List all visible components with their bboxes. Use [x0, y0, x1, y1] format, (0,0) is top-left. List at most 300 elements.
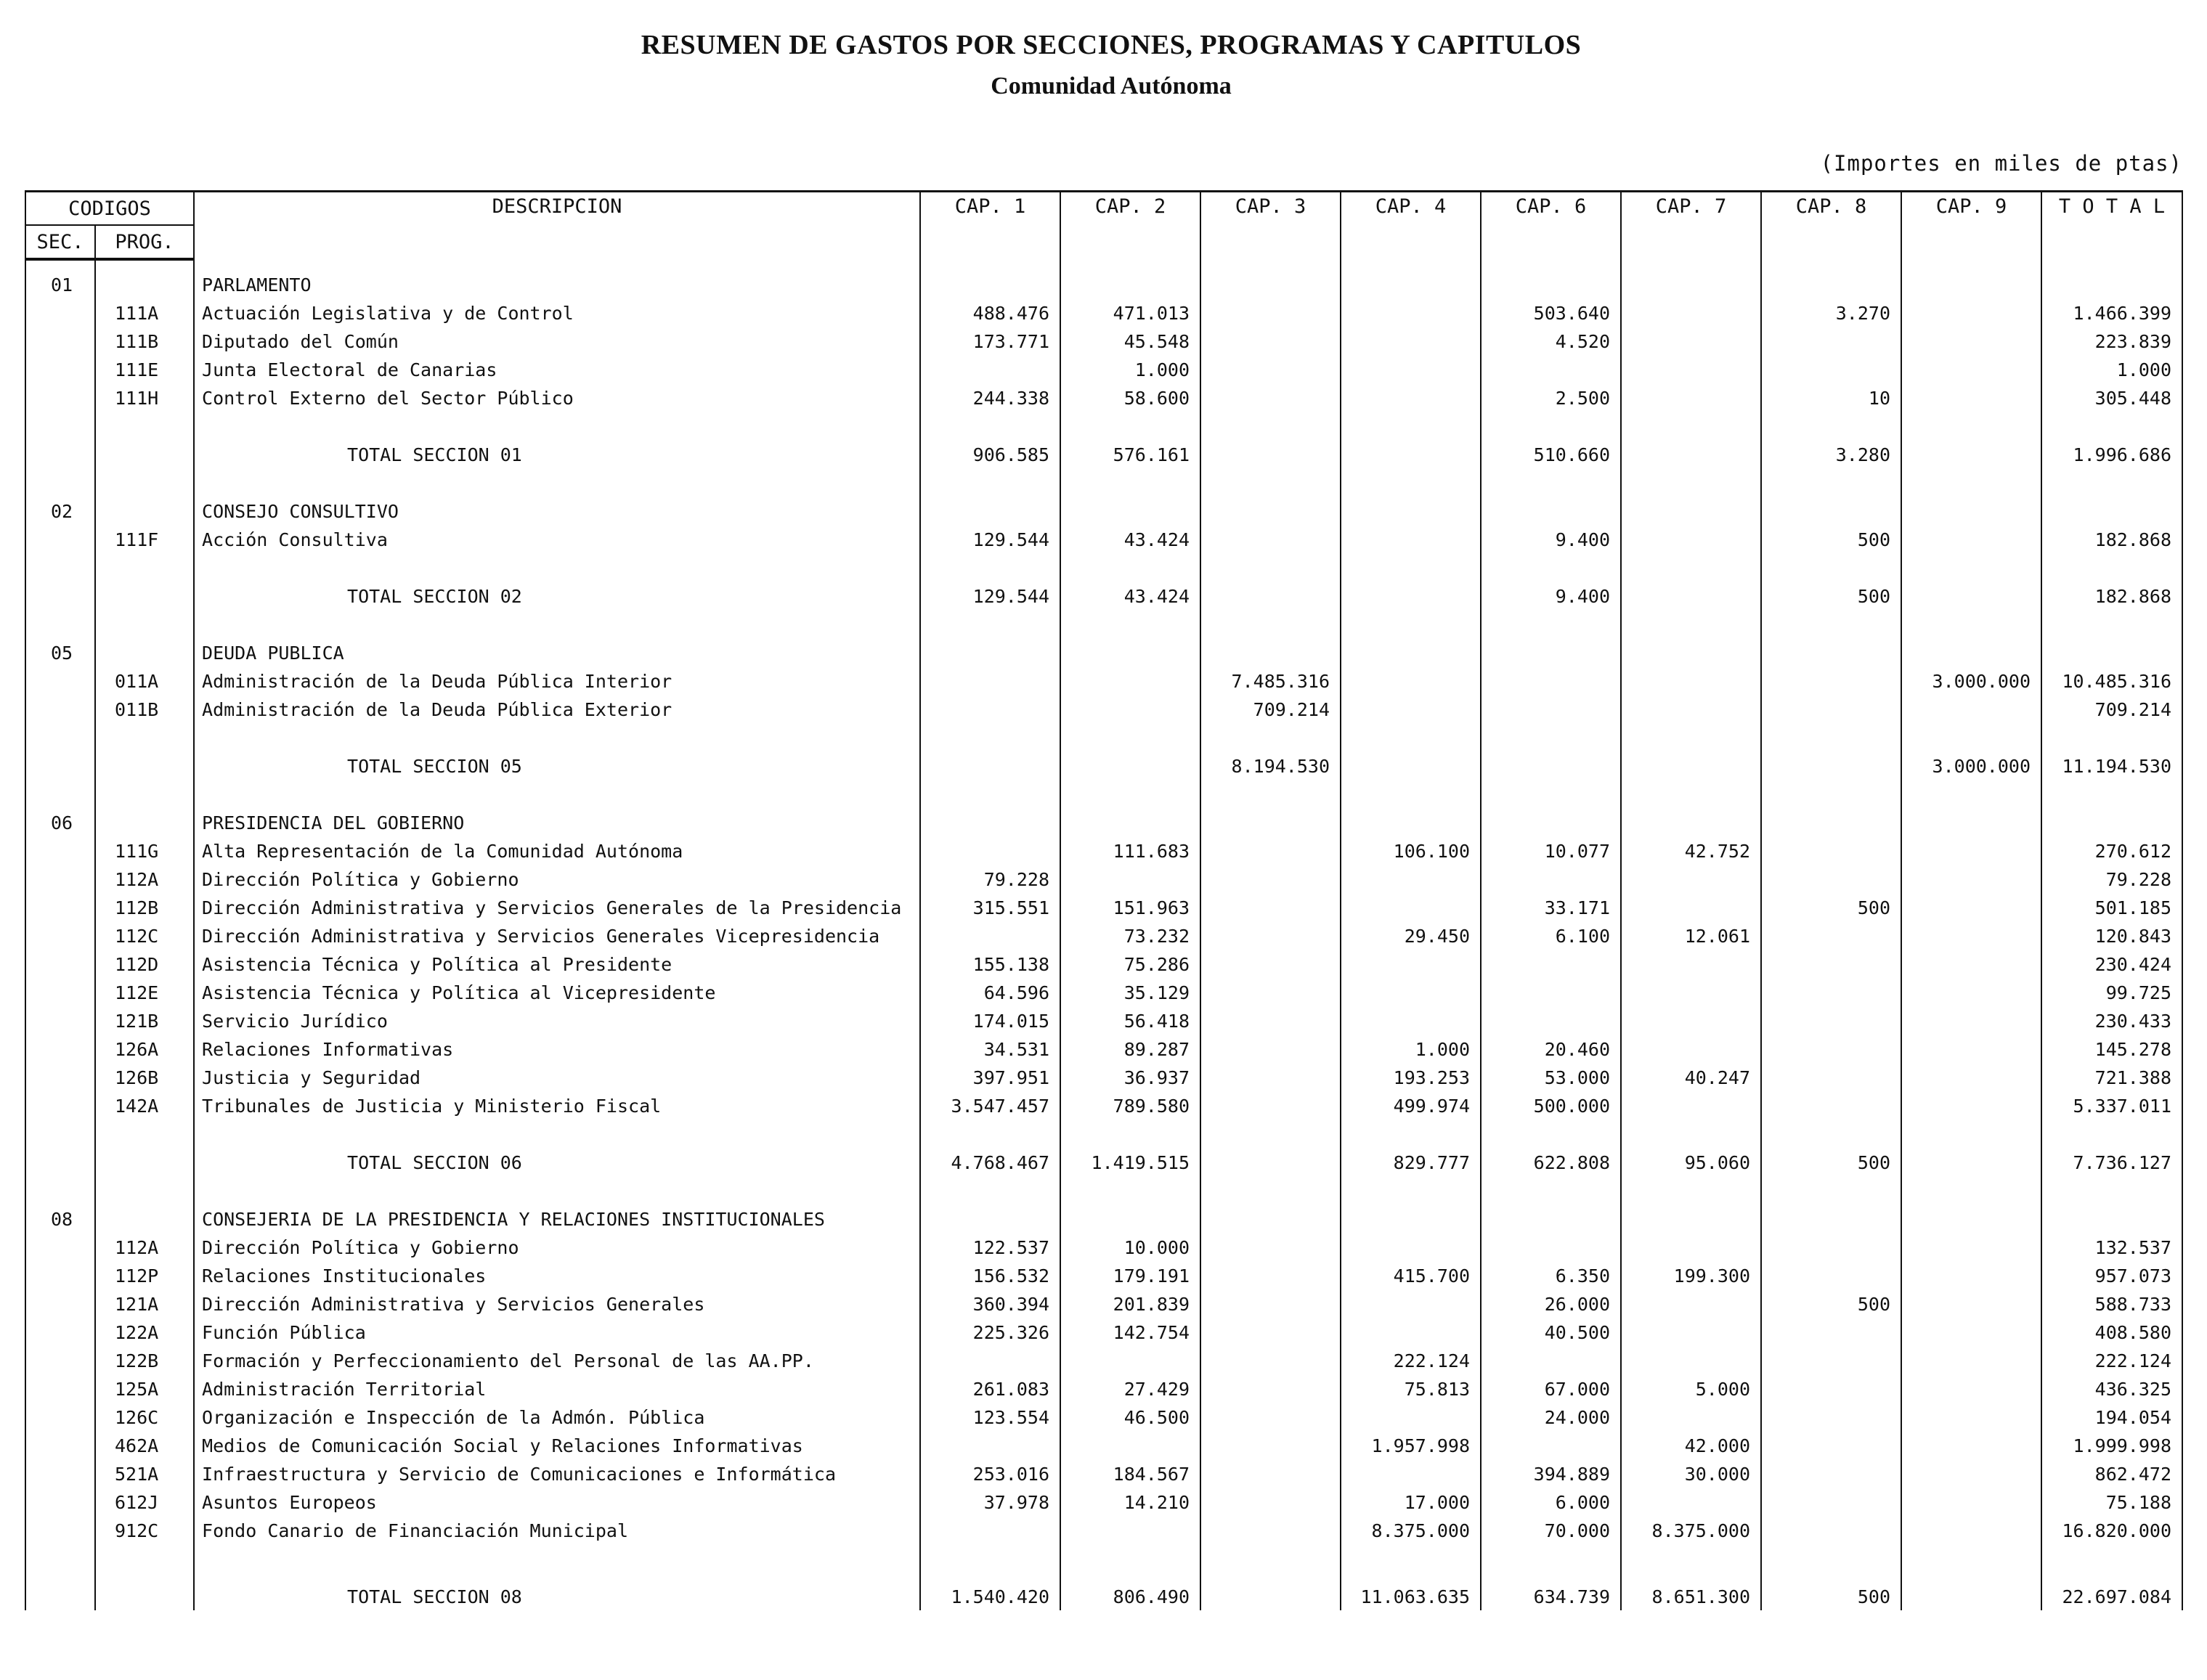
prog-code-cell: 125A — [95, 1374, 194, 1403]
cap4-cell — [1341, 751, 1481, 780]
empty-cell — [1341, 553, 1481, 582]
empty-cell — [25, 1120, 95, 1148]
total-cell: 270.612 — [2041, 836, 2182, 865]
cap6-header: CAP. 6 — [1481, 192, 1621, 260]
description-cell: Formación y Perfeccionamiento del Personal de las AA.PP. — [194, 1346, 920, 1374]
cap6-cell — [1481, 1204, 1621, 1233]
empty-cell — [95, 1544, 194, 1573]
cap9-cell — [1901, 383, 2041, 412]
cap4-cell: 499.974 — [1341, 1091, 1481, 1120]
cap4-cell: 29.450 — [1341, 921, 1481, 950]
cap8-cell — [1761, 1204, 1901, 1233]
cap1-cell: 174.015 — [920, 1006, 1060, 1035]
empty-cell — [194, 412, 920, 440]
total-cell: 194.054 — [2041, 1403, 2182, 1431]
program-row — [25, 865, 2182, 893]
cap1-cell: 156.532 — [920, 1261, 1060, 1289]
spacer-row — [25, 553, 2182, 582]
cap1-cell: 129.544 — [920, 525, 1060, 553]
program-row — [25, 1374, 2182, 1403]
program-row — [25, 1289, 2182, 1318]
empty-cell — [95, 1120, 194, 1148]
cap6-cell: 6.100 — [1481, 921, 1621, 950]
cap2-cell: 58.600 — [1060, 383, 1200, 412]
program-row — [25, 1516, 2182, 1544]
empty-cell — [1060, 468, 1200, 497]
description-cell: Administración Territorial — [194, 1374, 920, 1403]
cap9-cell — [1901, 440, 2041, 468]
total-cell: 957.073 — [2041, 1261, 2182, 1289]
cap2-cell: 36.937 — [1060, 1063, 1200, 1091]
cap8-cell — [1761, 1063, 1901, 1091]
cap7-cell: 42.000 — [1621, 1431, 1761, 1459]
prog-code-cell: 111H — [95, 383, 194, 412]
cap6-cell: 70.000 — [1481, 1516, 1621, 1544]
total-label-cell: TOTAL SECCION 01 — [194, 440, 920, 468]
cap8-cell — [1761, 327, 1901, 355]
empty-cell — [920, 610, 1060, 638]
cap6-cell: 9.400 — [1481, 582, 1621, 610]
empty-cell — [1060, 1176, 1200, 1204]
program-row — [25, 1346, 2182, 1374]
empty-cell — [920, 412, 1060, 440]
cap3-cell — [1200, 893, 1341, 921]
cap3-cell — [1200, 1063, 1341, 1091]
cap8-cell: 500 — [1761, 582, 1901, 610]
cap7-cell — [1621, 582, 1761, 610]
total-cell: 75.188 — [2041, 1488, 2182, 1516]
cap3-cell — [1200, 1091, 1341, 1120]
description-cell: Relaciones Institucionales — [194, 1261, 920, 1289]
empty-cell — [2041, 780, 2182, 808]
cap2-cell — [1060, 1516, 1200, 1544]
cap3-cell — [1200, 497, 1341, 525]
total-label-cell: TOTAL SECCION 02 — [194, 582, 920, 610]
empty-cell — [2041, 553, 2182, 582]
program-row — [25, 950, 2182, 978]
cap4-cell — [1341, 259, 1481, 298]
cap9-cell — [1901, 1431, 2041, 1459]
cap7-cell — [1621, 893, 1761, 921]
empty-cell — [25, 610, 95, 638]
total-cell — [2041, 638, 2182, 666]
cap2-cell — [1060, 1346, 1200, 1374]
cap3-cell: 8.194.530 — [1200, 751, 1341, 780]
cap6-cell: 40.500 — [1481, 1318, 1621, 1346]
cap2-cell: 89.287 — [1060, 1035, 1200, 1063]
cap8-cell — [1761, 921, 1901, 950]
empty-cell — [1761, 1544, 1901, 1573]
program-row — [25, 978, 2182, 1006]
cap3-cell — [1200, 259, 1341, 298]
cap8-cell — [1761, 808, 1901, 836]
empty-cell — [1060, 412, 1200, 440]
cap8-cell — [1761, 497, 1901, 525]
sec-code-cell — [25, 1488, 95, 1516]
sec-code-cell — [25, 1063, 95, 1091]
cap8-cell — [1761, 1035, 1901, 1063]
cap1-cell — [920, 1516, 1060, 1544]
expenses-table — [25, 190, 2183, 1610]
cap2-cell: 184.567 — [1060, 1459, 1200, 1488]
cap3-cell — [1200, 440, 1341, 468]
description-cell: Fondo Canario de Financiación Municipal — [194, 1516, 920, 1544]
prog-code-cell: 111E — [95, 355, 194, 383]
total-cell: 7.736.127 — [2041, 1148, 2182, 1176]
cap2-cell: 14.210 — [1060, 1488, 1200, 1516]
cap1-cell: 315.551 — [920, 893, 1060, 921]
prog-code-cell: 142A — [95, 1091, 194, 1120]
cap9-cell — [1901, 1035, 2041, 1063]
prog-code-cell — [95, 259, 194, 298]
cap1-cell — [920, 808, 1060, 836]
empty-cell — [1621, 468, 1761, 497]
cap1-cell: 64.596 — [920, 978, 1060, 1006]
sec-code-cell — [25, 1006, 95, 1035]
sec-code-cell: 01 — [25, 259, 95, 298]
spacer-row — [25, 1120, 2182, 1148]
cap3-cell — [1200, 1204, 1341, 1233]
total-cell: 182.868 — [2041, 525, 2182, 553]
total-cell: 10.485.316 — [2041, 666, 2182, 695]
prog-code-cell — [95, 440, 194, 468]
program-row — [25, 1261, 2182, 1289]
cap8-cell — [1761, 950, 1901, 978]
empty-cell — [1060, 1120, 1200, 1148]
cap3-cell: 709.214 — [1200, 695, 1341, 723]
sec-code-cell — [25, 836, 95, 865]
empty-cell — [25, 468, 95, 497]
cap6-cell — [1481, 259, 1621, 298]
total-cell: 11.194.530 — [2041, 751, 2182, 780]
program-row — [25, 836, 2182, 865]
cap2-cell — [1060, 751, 1200, 780]
description-cell: PRESIDENCIA DEL GOBIERNO — [194, 808, 920, 836]
description-cell: Alta Representación de la Comunidad Autónoma — [194, 836, 920, 865]
empty-cell — [194, 468, 920, 497]
cap9-cell — [1901, 327, 2041, 355]
cap3-cell — [1200, 298, 1341, 327]
cap9-cell — [1901, 1204, 2041, 1233]
cap8-cell — [1761, 638, 1901, 666]
sec-code-cell — [25, 1346, 95, 1374]
total-row — [25, 751, 2182, 780]
empty-cell — [1341, 412, 1481, 440]
cap7-cell — [1621, 1488, 1761, 1516]
empty-cell — [1341, 1120, 1481, 1148]
cap9-cell — [1901, 1573, 2041, 1610]
cap6-cell: 9.400 — [1481, 525, 1621, 553]
program-row — [25, 1431, 2182, 1459]
prog-code-cell: 121A — [95, 1289, 194, 1318]
empty-cell — [194, 610, 920, 638]
description-cell: Junta Electoral de Canarias — [194, 355, 920, 383]
cap3-cell — [1200, 1516, 1341, 1544]
spacer-row — [25, 468, 2182, 497]
cap4-cell — [1341, 1289, 1481, 1318]
total-cell: 721.388 — [2041, 1063, 2182, 1091]
empty-cell — [1341, 1544, 1481, 1573]
empty-cell — [920, 723, 1060, 751]
cap3-cell — [1200, 638, 1341, 666]
cap7-cell — [1621, 751, 1761, 780]
cap9-cell: 3.000.000 — [1901, 751, 2041, 780]
table-body — [25, 259, 2182, 1610]
prog-code-cell: 612J — [95, 1488, 194, 1516]
total-cell: 222.124 — [2041, 1346, 2182, 1374]
total-cell: 588.733 — [2041, 1289, 2182, 1318]
description-cell: CONSEJO CONSULTIVO — [194, 497, 920, 525]
cap7-cell: 199.300 — [1621, 1261, 1761, 1289]
sec-code-cell — [25, 1431, 95, 1459]
empty-cell — [2041, 1176, 2182, 1204]
total-label-cell: TOTAL SECCION 08 — [194, 1573, 920, 1610]
total-cell: 22.697.084 — [2041, 1573, 2182, 1610]
cap6-cell — [1481, 666, 1621, 695]
cap1-cell: 155.138 — [920, 950, 1060, 978]
empty-cell — [25, 723, 95, 751]
cap8-cell — [1761, 259, 1901, 298]
cap7-header: CAP. 7 — [1621, 192, 1761, 260]
empty-cell — [1901, 468, 2041, 497]
cap4-cell — [1341, 298, 1481, 327]
cap1-cell — [920, 836, 1060, 865]
total-row — [25, 1573, 2182, 1610]
cap6-cell: 4.520 — [1481, 327, 1621, 355]
cap4-cell: 222.124 — [1341, 1346, 1481, 1374]
cap9-cell — [1901, 1261, 2041, 1289]
cap6-cell — [1481, 1431, 1621, 1459]
empty-cell — [25, 412, 95, 440]
prog-code-cell: 112A — [95, 865, 194, 893]
section-row — [25, 638, 2182, 666]
section-row — [25, 1204, 2182, 1233]
cap4-cell: 829.777 — [1341, 1148, 1481, 1176]
total-cell: 223.839 — [2041, 327, 2182, 355]
empty-cell — [1761, 468, 1901, 497]
cap6-cell: 622.808 — [1481, 1148, 1621, 1176]
empty-cell — [1060, 780, 1200, 808]
empty-cell — [1060, 610, 1200, 638]
cap3-cell — [1200, 1403, 1341, 1431]
program-row — [25, 298, 2182, 327]
sec-code-cell — [25, 1233, 95, 1261]
cap8-cell — [1761, 695, 1901, 723]
sec-code-cell — [25, 865, 95, 893]
cap3-cell — [1200, 1488, 1341, 1516]
prog-code-cell: 121B — [95, 1006, 194, 1035]
cap1-cell — [920, 638, 1060, 666]
cap6-cell: 6.350 — [1481, 1261, 1621, 1289]
cap4-cell: 17.000 — [1341, 1488, 1481, 1516]
cap7-cell — [1621, 808, 1761, 836]
spacer-row — [25, 610, 2182, 638]
cap7-cell: 95.060 — [1621, 1148, 1761, 1176]
cap9-cell — [1901, 1488, 2041, 1516]
program-row — [25, 1403, 2182, 1431]
cap2-header: CAP. 2 — [1060, 192, 1200, 260]
cap9-cell: 3.000.000 — [1901, 666, 2041, 695]
prog-code-cell: 122B — [95, 1346, 194, 1374]
cap4-cell: 1.000 — [1341, 1035, 1481, 1063]
description-cell: Asistencia Técnica y Política al Vicepresidente — [194, 978, 920, 1006]
prog-code-cell: 011B — [95, 695, 194, 723]
cap3-cell — [1200, 1233, 1341, 1261]
cap4-cell — [1341, 1006, 1481, 1035]
cap1-cell: 397.951 — [920, 1063, 1060, 1091]
cap8-cell — [1761, 751, 1901, 780]
sec-code-cell — [25, 950, 95, 978]
cap6-cell: 2.500 — [1481, 383, 1621, 412]
program-row — [25, 525, 2182, 553]
cap3-cell — [1200, 921, 1341, 950]
cap7-cell — [1621, 525, 1761, 553]
cap4-cell — [1341, 1204, 1481, 1233]
cap3-cell — [1200, 327, 1341, 355]
sec-code-cell — [25, 1374, 95, 1403]
empty-cell — [1761, 723, 1901, 751]
cap7-cell — [1621, 259, 1761, 298]
report-title: RESUMEN DE GASTOS POR SECCIONES, PROGRAMAS Y CAPITULOS — [641, 30, 1582, 60]
cap3-cell — [1200, 582, 1341, 610]
cap6-cell — [1481, 751, 1621, 780]
cap6-cell: 503.640 — [1481, 298, 1621, 327]
description-cell: Control Externo del Sector Público — [194, 383, 920, 412]
cap8-cell — [1761, 1261, 1901, 1289]
cap3-cell — [1200, 1261, 1341, 1289]
empty-cell — [2041, 1120, 2182, 1148]
cap7-cell — [1621, 1091, 1761, 1120]
prog-header: PROG. — [95, 225, 194, 259]
total-cell: 120.843 — [2041, 921, 2182, 950]
cap9-cell — [1901, 1346, 2041, 1374]
sec-code-cell — [25, 440, 95, 468]
sec-code-cell — [25, 666, 95, 695]
cap9-cell — [1901, 950, 2041, 978]
empty-cell — [25, 1544, 95, 1573]
cap3-cell — [1200, 1035, 1341, 1063]
program-row — [25, 1459, 2182, 1488]
section-row — [25, 497, 2182, 525]
cap8-cell — [1761, 1516, 1901, 1544]
cap3-cell — [1200, 950, 1341, 978]
cap1-cell: 173.771 — [920, 327, 1060, 355]
empty-cell — [1481, 1176, 1621, 1204]
empty-cell — [1621, 553, 1761, 582]
cap6-cell — [1481, 497, 1621, 525]
program-row — [25, 1318, 2182, 1346]
cap8-cell — [1761, 1233, 1901, 1261]
empty-cell — [194, 723, 920, 751]
cap4-cell — [1341, 383, 1481, 412]
cap1-cell — [920, 1431, 1060, 1459]
cap4-cell — [1341, 893, 1481, 921]
prog-code-cell — [95, 1573, 194, 1610]
prog-code-cell: 912C — [95, 1516, 194, 1544]
total-cell — [2041, 1204, 2182, 1233]
sec-code-cell — [25, 298, 95, 327]
expenses-table-container — [25, 190, 2182, 1657]
cap9-cell — [1901, 259, 2041, 298]
prog-code-cell: 462A — [95, 1431, 194, 1459]
empty-cell — [1481, 723, 1621, 751]
prog-code-cell: 111F — [95, 525, 194, 553]
total-cell: 79.228 — [2041, 865, 2182, 893]
total-cell: 1.466.399 — [2041, 298, 2182, 327]
empty-cell — [194, 780, 920, 808]
empty-cell — [1200, 780, 1341, 808]
cap2-cell: 111.683 — [1060, 836, 1200, 865]
empty-cell — [1901, 723, 2041, 751]
total-cell: 5.337.011 — [2041, 1091, 2182, 1120]
cap4-cell: 415.700 — [1341, 1261, 1481, 1289]
cap3-cell — [1200, 355, 1341, 383]
empty-cell — [1481, 780, 1621, 808]
empty-cell — [1481, 610, 1621, 638]
cap4-cell — [1341, 440, 1481, 468]
empty-cell — [920, 780, 1060, 808]
empty-cell — [1621, 780, 1761, 808]
cap2-cell: 43.424 — [1060, 525, 1200, 553]
cap6-cell — [1481, 1346, 1621, 1374]
cap3-cell — [1200, 1431, 1341, 1459]
cap2-cell: 56.418 — [1060, 1006, 1200, 1035]
cap6-cell: 510.660 — [1481, 440, 1621, 468]
program-row — [25, 327, 2182, 355]
sec-code-cell — [25, 893, 95, 921]
total-cell: 436.325 — [2041, 1374, 2182, 1403]
empty-cell — [1200, 723, 1341, 751]
prog-code-cell: 112E — [95, 978, 194, 1006]
cap7-cell — [1621, 1289, 1761, 1318]
cap9-cell — [1901, 893, 2041, 921]
description-cell: Administración de la Deuda Pública Exterior — [194, 695, 920, 723]
cap4-cell: 75.813 — [1341, 1374, 1481, 1403]
description-cell: PARLAMENTO — [194, 259, 920, 298]
program-row — [25, 1091, 2182, 1120]
cap2-cell: 789.580 — [1060, 1091, 1200, 1120]
cap3-cell — [1200, 1573, 1341, 1610]
description-cell: Dirección Política y Gobierno — [194, 1233, 920, 1261]
cap9-cell — [1901, 525, 2041, 553]
prog-code-cell — [95, 638, 194, 666]
empty-cell — [25, 780, 95, 808]
description-cell: Servicio Jurídico — [194, 1006, 920, 1035]
empty-cell — [1901, 1544, 2041, 1573]
cap4-cell — [1341, 1233, 1481, 1261]
total-cell: 16.820.000 — [2041, 1516, 2182, 1544]
sec-code-cell — [25, 1573, 95, 1610]
cap2-cell: 201.839 — [1060, 1289, 1200, 1318]
cap2-cell: 1.419.515 — [1060, 1148, 1200, 1176]
empty-cell — [1481, 1120, 1621, 1148]
cap4-cell — [1341, 355, 1481, 383]
cap9-cell — [1901, 1374, 2041, 1403]
empty-cell — [1621, 1120, 1761, 1148]
section-row — [25, 259, 2182, 298]
cap9-cell — [1901, 808, 2041, 836]
cap6-cell — [1481, 1233, 1621, 1261]
prog-code-cell — [95, 1148, 194, 1176]
total-cell: 230.424 — [2041, 950, 2182, 978]
cap2-cell: 43.424 — [1060, 582, 1200, 610]
total-cell: 1.996.686 — [2041, 440, 2182, 468]
sec-code-cell: 06 — [25, 808, 95, 836]
cap9-cell — [1901, 1318, 2041, 1346]
sec-code-cell — [25, 1318, 95, 1346]
cap1-cell: 225.326 — [920, 1318, 1060, 1346]
cap1-cell: 37.978 — [920, 1488, 1060, 1516]
